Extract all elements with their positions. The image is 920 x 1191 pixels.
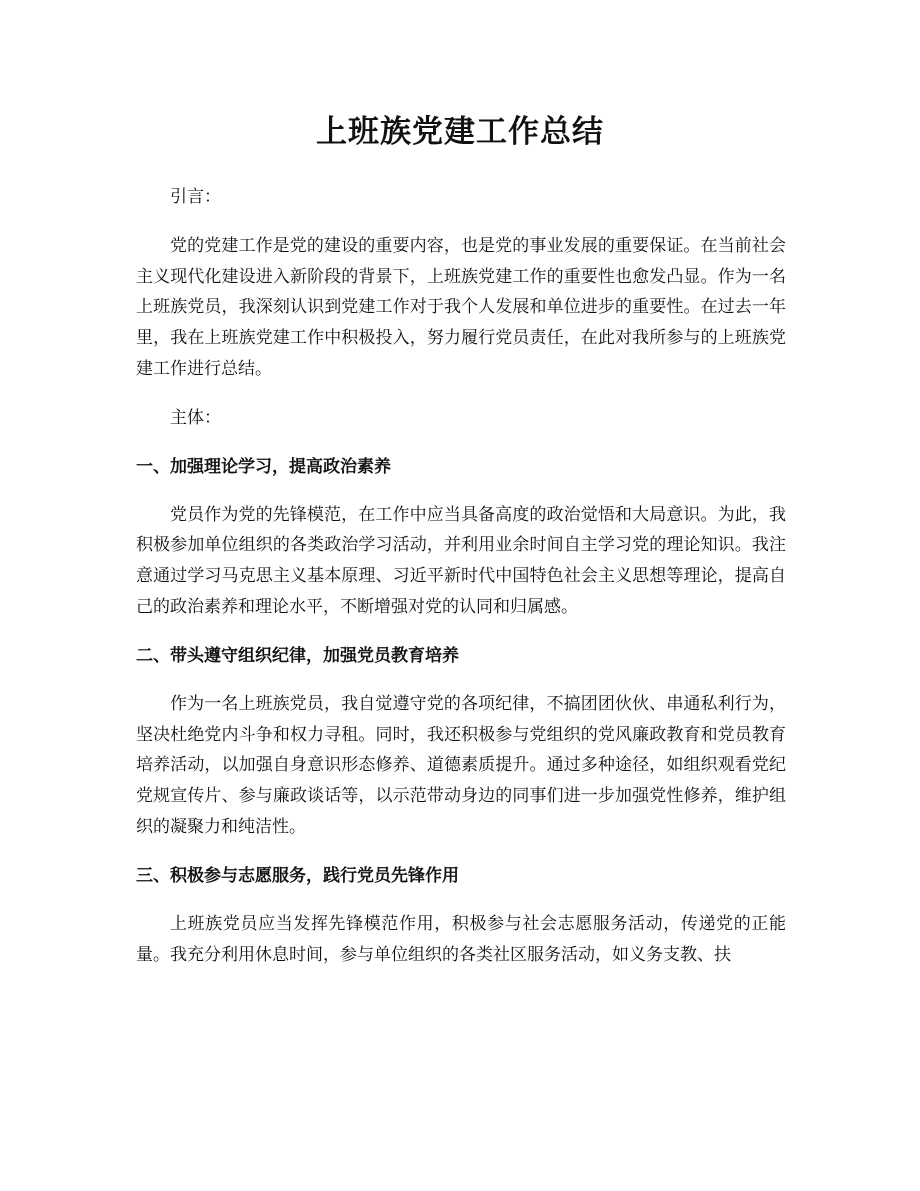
- intro-label: 引言：: [170, 187, 221, 207]
- section-heading-2: 二、带头遵守组织纪律，加强党员教育培养: [136, 645, 459, 666]
- body-label: 主体：: [170, 407, 221, 428]
- document-body: [136, 182, 786, 988]
- intro-paragraph: 党的党建工作是党的建设的重要内容，也是党的事业发展的重要保证。在当前社会主义现代化建设进入新阶段的背景下，上班族党建工作的重要性也愈发凸显。作为一名上班族党员，我深刻认识到党建工作对于我个人发展和单位进步的重要性。在过去一年里，我在上班族党建工作中积极投入，努力履行党员责任，在此对我所参与的上班族党建工作进行总结。: [136, 235, 786, 379]
- section-heading-3: 三、积极参与志愿服务，践行党员先锋作用: [136, 865, 459, 886]
- section-paragraph-2: 作为一名上班族党员，我自觉遵守党的各项纪律，不搞团团伙伙、串通私利行为，坚决杜绝党内斗争和权力寻租。同时，我还积极参与党组织的党风廉政教育和党员教育培养活动，以加强自身意识形态修养、道德素质提升。通过多种途径，如组织观看党纪党规宣传片、参与廉政谈话等，以示范带动身边的同事们进一步加强党性修养，维护组织的凝聚力和纯洁性。: [136, 693, 786, 837]
- section-heading-1: 一、加强理论学习，提高政治素养: [136, 456, 391, 477]
- section-paragraph-1: 党员作为党的先锋模范，在工作中应当具备高度的政治觉悟和大局意识。为此，我积极参加单位组织的各类政治学习活动，并利用业余时间自主学习党的理论知识。我注意通过学习马克思主义基本原理、习近平新时代中国特色社会主义思想等理论，提高自己的政治素养和理论水平，不断增强对党的认同和归属感。: [136, 504, 786, 617]
- section-paragraph-3: 上班族党员应当发挥先锋模范作用，积极参与社会志愿服务活动，传递党的正能量。我充分利用休息时间，参与单位组织的各类社区服务活动，如义务支教、扶: [136, 913, 786, 965]
- document-title: 上班族党建工作总结: [316, 114, 604, 150]
